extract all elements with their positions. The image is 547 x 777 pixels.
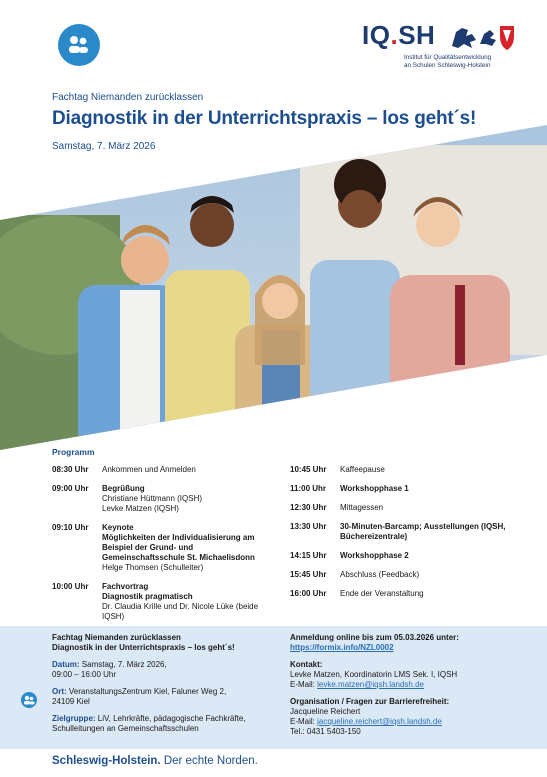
program-heading: Programm <box>52 447 95 457</box>
program-text: Levke Matzen (IQSH) <box>102 504 179 513</box>
time-value: 09:00 – 16:00 Uhr <box>52 670 117 679</box>
target-value-2: Schulleitungen an Gemeinschaftsschulen <box>52 724 199 733</box>
program-time: 16:00 Uhr <box>290 589 327 598</box>
program-item <box>290 484 520 494</box>
date-label: Datum: <box>52 660 80 669</box>
target-value: LiV, Lehrkräfte, pädagogische Fachkräfte, <box>97 714 246 723</box>
program-time: 12:30 Uhr <box>290 503 327 512</box>
program-text: Helge Thomsen (Schulleiter) <box>102 563 204 572</box>
program-text: Ende der Veranstaltung <box>340 589 424 598</box>
event-details <box>52 633 277 734</box>
place-value-2: 24109 Kiel <box>52 697 90 706</box>
people-icon <box>64 30 94 60</box>
program-time: 09:10 Uhr <box>52 523 89 532</box>
program-text: Abschluss (Feedback) <box>340 570 420 579</box>
program-text: Christiane Hüttmann (IQSH) <box>102 494 203 503</box>
program-time: 13:30 Uhr <box>290 522 327 531</box>
program-text: Begrüßung <box>102 484 145 493</box>
program-time: 10:45 Uhr <box>290 465 327 474</box>
register-label: Anmeldung online bis zum 05.03.2026 unter: <box>290 633 459 642</box>
program-text: 30-Minuten-Barcamp; Ausstellungen (IQSH, Büchereizentrale) <box>340 522 506 541</box>
program-text: Diagnostik pragmatisch <box>102 592 193 601</box>
email-label: E-Mail: <box>290 717 315 726</box>
program-text: Workshopphase 2 <box>340 551 409 560</box>
event-series: Fachtag Niemanden zurücklassen <box>52 92 204 103</box>
org-phone: Tel.: 0431 5403-150 <box>290 727 361 736</box>
program-text: Keynote <box>102 523 134 532</box>
program-item <box>290 570 520 580</box>
iqsh-logo <box>362 22 532 70</box>
program-item <box>290 503 520 513</box>
contact-label: Kontakt: <box>290 660 323 669</box>
program-column-left <box>52 465 277 631</box>
program-item <box>290 589 520 599</box>
contact-email-link[interactable]: levke.matzen@iqsh.landsh.de <box>317 680 424 689</box>
program-time: 14:15 Uhr <box>290 551 327 560</box>
program-text: Fachvortrag <box>102 582 149 591</box>
program-column-right <box>290 465 520 608</box>
program-item <box>52 523 277 573</box>
registration-details <box>290 633 530 737</box>
place-label: Ort: <box>52 687 67 696</box>
iqsh-wordmark: IQ.SH <box>362 20 436 50</box>
program-item <box>52 465 277 475</box>
school-logo <box>58 24 100 66</box>
program-item <box>52 582 277 622</box>
place-value: VeranstaltungsZentrum Kiel, Faluner Weg 2, <box>68 687 227 696</box>
event-date: Samstag, 7. März 2026 <box>52 141 156 152</box>
org-email-link[interactable]: jacqueline.reichert@iqsh.landsh.de <box>317 717 442 726</box>
date-value: Samstag, 7. März 2026, <box>81 660 167 669</box>
program-item <box>52 484 277 514</box>
program-text: Möglichkeiten der Individualisierung am Beispiel der Grund- und Gemeinschaftsschule St. Michaelisdonn <box>102 533 255 562</box>
org-name: Jacqueline Reichert <box>290 707 361 716</box>
program-text: Workshopphase 1 <box>340 484 409 493</box>
program-text: Mittagessen <box>340 503 384 512</box>
program-time: 09:00 Uhr <box>52 484 89 493</box>
program-text: Kaffeepause <box>340 465 385 474</box>
register-link[interactable]: https://formix.info/NZL0002 <box>290 643 394 652</box>
event-title: Diagnostik in der Unterrichtspraxis – los geht´s! <box>52 643 235 652</box>
target-label: Zielgruppe: <box>52 714 96 723</box>
institute-name: Institut für Qualitätsentwicklung an Schulen Schleswig-Holstein <box>404 54 492 69</box>
email-label: E-Mail: <box>290 680 315 689</box>
program-text: Ankommen und Anmelden <box>102 465 196 474</box>
hero-photo <box>0 125 547 450</box>
page-title: Diagnostik in der Unterrichtspraxis – los geht´s! <box>52 108 477 129</box>
coat-of-arms-icon <box>450 22 518 52</box>
program-item <box>290 465 520 475</box>
program-time: 15:45 Uhr <box>290 570 327 579</box>
program-time: 08:30 Uhr <box>52 465 89 474</box>
program-time: 10:00 Uhr <box>52 582 89 591</box>
org-label: Organisation / Fragen zur Barrierefreiheit: <box>290 697 450 706</box>
program-text: Dr. Claudia Krille und Dr. Nicole Lüke (beide IQSH) <box>102 602 259 621</box>
footer-slogan: Schleswig-Holstein. Der echte Norden. <box>52 755 258 767</box>
contact-name: Levke Matzen, Koordinatorin LMS Sek. I, IQSH <box>290 670 458 679</box>
people-icon <box>21 692 37 708</box>
program-item <box>290 551 520 561</box>
program-time: 11:00 Uhr <box>290 484 327 493</box>
program-item <box>290 522 520 542</box>
event-series: Fachtag Niemanden zurücklassen <box>52 633 181 642</box>
